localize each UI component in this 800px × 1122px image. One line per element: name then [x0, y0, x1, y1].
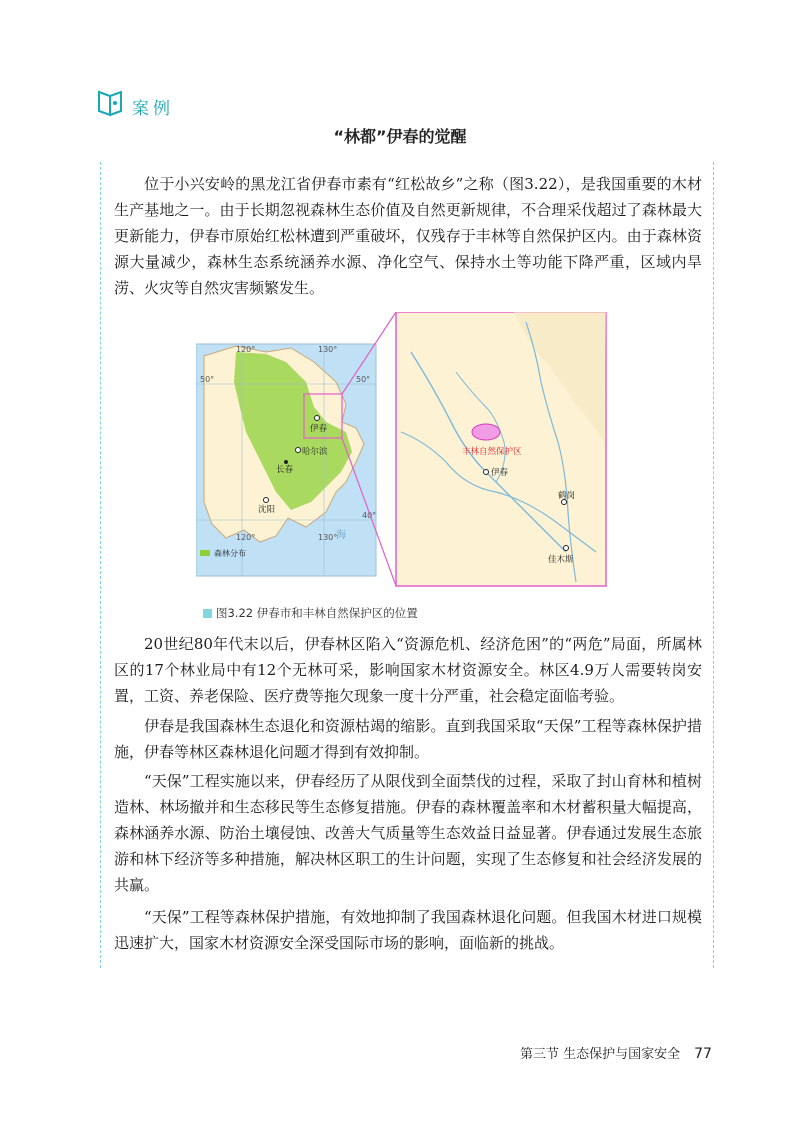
lat-label: 50°	[200, 375, 215, 384]
paragraph-2-text: 20世纪80年代末以后，伊春林区陷入“资源危机、经济危困”的“两危”局面，所属林区的17个林业局中有12个无林可采，影响国家木材资源安全。林区4.9万人需要转岗安置，工资、养老保险、医疗费等拖欠现象一度十分严重，社会稳定面临考验。	[114, 635, 702, 705]
case-label: 案例	[132, 99, 174, 119]
paragraph-2	[114, 631, 702, 709]
reserve-label: 丰林自然保护区	[462, 447, 522, 457]
reserve-area	[472, 424, 500, 440]
figure-caption	[203, 605, 418, 621]
caption-text: 图3.22 伊春市和丰林自然保护区的位置	[216, 606, 418, 620]
paragraph-1-text: 位于小兴安岭的黑龙江省伊春市素有“红松故乡”之称（图3.22），是我国重要的木材生产基地之一。由于长期忽视森林生态价值及自然更新规律，不合理采伐超过了森林最大更新能力，伊春市原始红松林遭到严重破坏，仅残存于丰林等自然保护区内。由于森林资源大量减少，森林生态系统涵养水源、净化空气、保持水土等功能下降严重，区域内旱涝、火灾等自然灾害频繁发生。	[114, 175, 702, 297]
caption-marker	[203, 609, 212, 618]
page-number: 77	[694, 1046, 712, 1062]
city-label-shenyang: 沈阳	[258, 505, 276, 515]
city-marker	[484, 470, 489, 475]
city-label-changchun: 长春	[276, 465, 294, 475]
lon-label: 120°	[236, 533, 256, 542]
legend-label: 森林分布	[214, 549, 246, 558]
city-label-yichun-detail: 伊春	[491, 468, 509, 478]
figure-maps	[196, 312, 616, 606]
city-marker	[284, 460, 288, 464]
paragraph-1	[114, 171, 702, 301]
detail-map	[396, 312, 606, 586]
city-marker	[296, 448, 301, 453]
lon-label: 130°	[318, 345, 338, 354]
paragraph-4-text: “天保”工程实施以来，伊春经历了从限伐到全面禁伐的过程，采取了封山育林和植树造林、林场撤并和生态移民等生态修复措施。伊春的森林覆盖率和木材蓄积量大幅提高，森林涵养水源、防治土壤侵蚀、改善大气质量等生态效益日益显著。伊春通过发展生态旅游和林下经济等多种措施，解决林区职工的生计问题，实现了生态修复和社会经济发展的共赢。	[114, 772, 702, 894]
paragraph-5	[114, 904, 702, 956]
sea-label: 海	[336, 530, 346, 541]
lon-label: 120°	[236, 345, 256, 354]
lat-label: 50°	[356, 375, 371, 384]
article-title: “林都”伊春的觉醒	[333, 127, 467, 146]
city-marker	[564, 546, 569, 551]
overview-map	[196, 344, 376, 576]
paragraph-4	[114, 768, 702, 898]
paragraph-3-text: 伊春是我国森林生态退化和资源枯竭的缩影。直到我国采取“天保”工程等森林保护措施，伊春等林区森林退化问题才得到有效抑制。	[114, 717, 702, 761]
city-marker	[315, 416, 320, 421]
city-label-yichun: 伊春	[310, 424, 328, 434]
paragraph-3	[114, 713, 702, 765]
paragraph-5-text: “天保”工程等森林保护措施，有效地抑制了我国森林退化问题。但我国木材进口规模迅速扩大，国家木材资源安全深受国际市场的影响，面临新的挑战。	[114, 908, 702, 952]
city-label-harbin: 哈尔滨	[302, 447, 328, 457]
book-icon	[96, 88, 128, 118]
lat-label: 40°	[362, 511, 377, 520]
legend-swatch	[200, 550, 210, 556]
section-title: 第三节 生态保护与国家安全	[520, 1047, 681, 1062]
city-label-jiamusi: 佳木斯	[548, 555, 574, 565]
lon-label: 130°	[318, 533, 338, 542]
city-marker	[264, 498, 269, 503]
city-label-hegang: 鹤岗	[558, 491, 576, 501]
page-footer	[520, 1043, 712, 1062]
